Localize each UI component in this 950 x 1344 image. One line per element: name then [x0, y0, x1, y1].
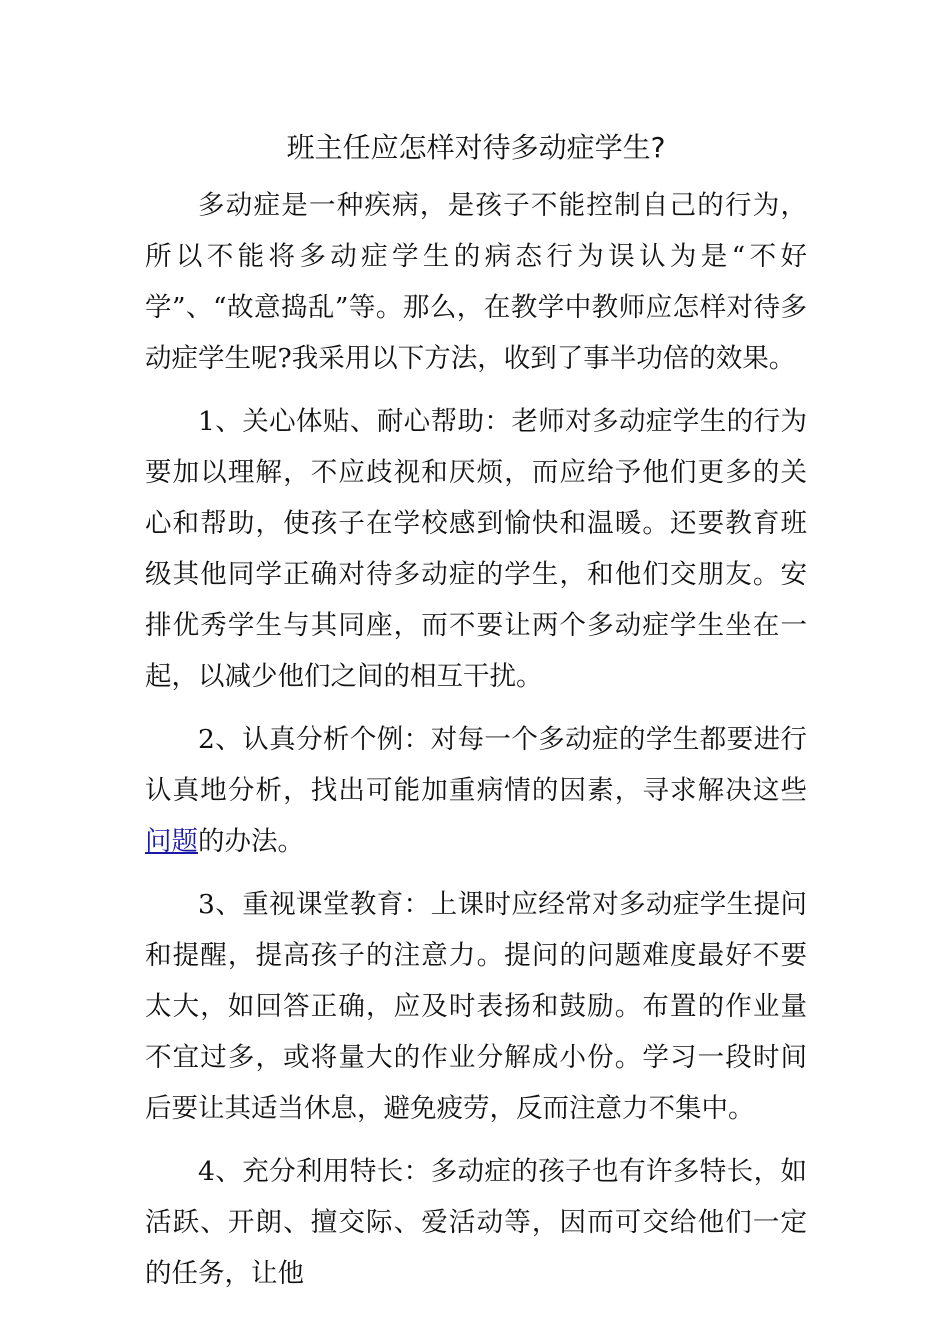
problem-link[interactable]: 问题	[145, 826, 198, 857]
item-2-paragraph	[145, 714, 807, 867]
item-2-text-after: 的办法。	[198, 826, 304, 857]
document-title: 班主任应怎样对待多动症学生?	[286, 131, 666, 164]
intro-paragraph: 多动症是一种疾病，是孩子不能控制自己的行为，所以不能将多动症学生的病态行为误认为是“不好学”、“故意捣乱”等。那么，在教学中教师应怎样对待多动症学生呢?我采用以下方法，收到了事半功倍的效果。	[145, 190, 807, 374]
item-2-text-before: 2、认真分析个例：对每一个多动症的学生都要进行认真地分析，找出可能加重病情的因素，寻求解决这些	[145, 724, 807, 806]
document-page	[145, 128, 807, 1299]
item-4-paragraph: 4、充分利用特长：多动症的孩子也有许多特长，如活跃、开朗、擅交际、爱活动等，因而可交给他们一定的任务，让他	[145, 1156, 807, 1289]
item-1-paragraph: 1、关心体贴、耐心帮助：老师对多动症学生的行为要加以理解，不应歧视和厌烦，而应给予他们更多的关心和帮助，使孩子在学校感到愉快和温暖。还要教育班级其他同学正确对待多动症的学生，和他们交朋友。安排优秀学生与其同座，而不要让两个多动症学生坐在一起，以减少他们之间的相互干扰。	[145, 406, 807, 692]
item-3-paragraph: 3、重视课堂教育：上课时应经常对多动症学生提问和提醒，提高孩子的注意力。提问的问题难度最好不要太大，如回答正确，应及时表扬和鼓励。布置的作业量不宜过多，或将量大的作业分解成小份。学习一段时间后要让其适当休息，避免疲劳，反而注意力不集中。	[145, 889, 807, 1124]
